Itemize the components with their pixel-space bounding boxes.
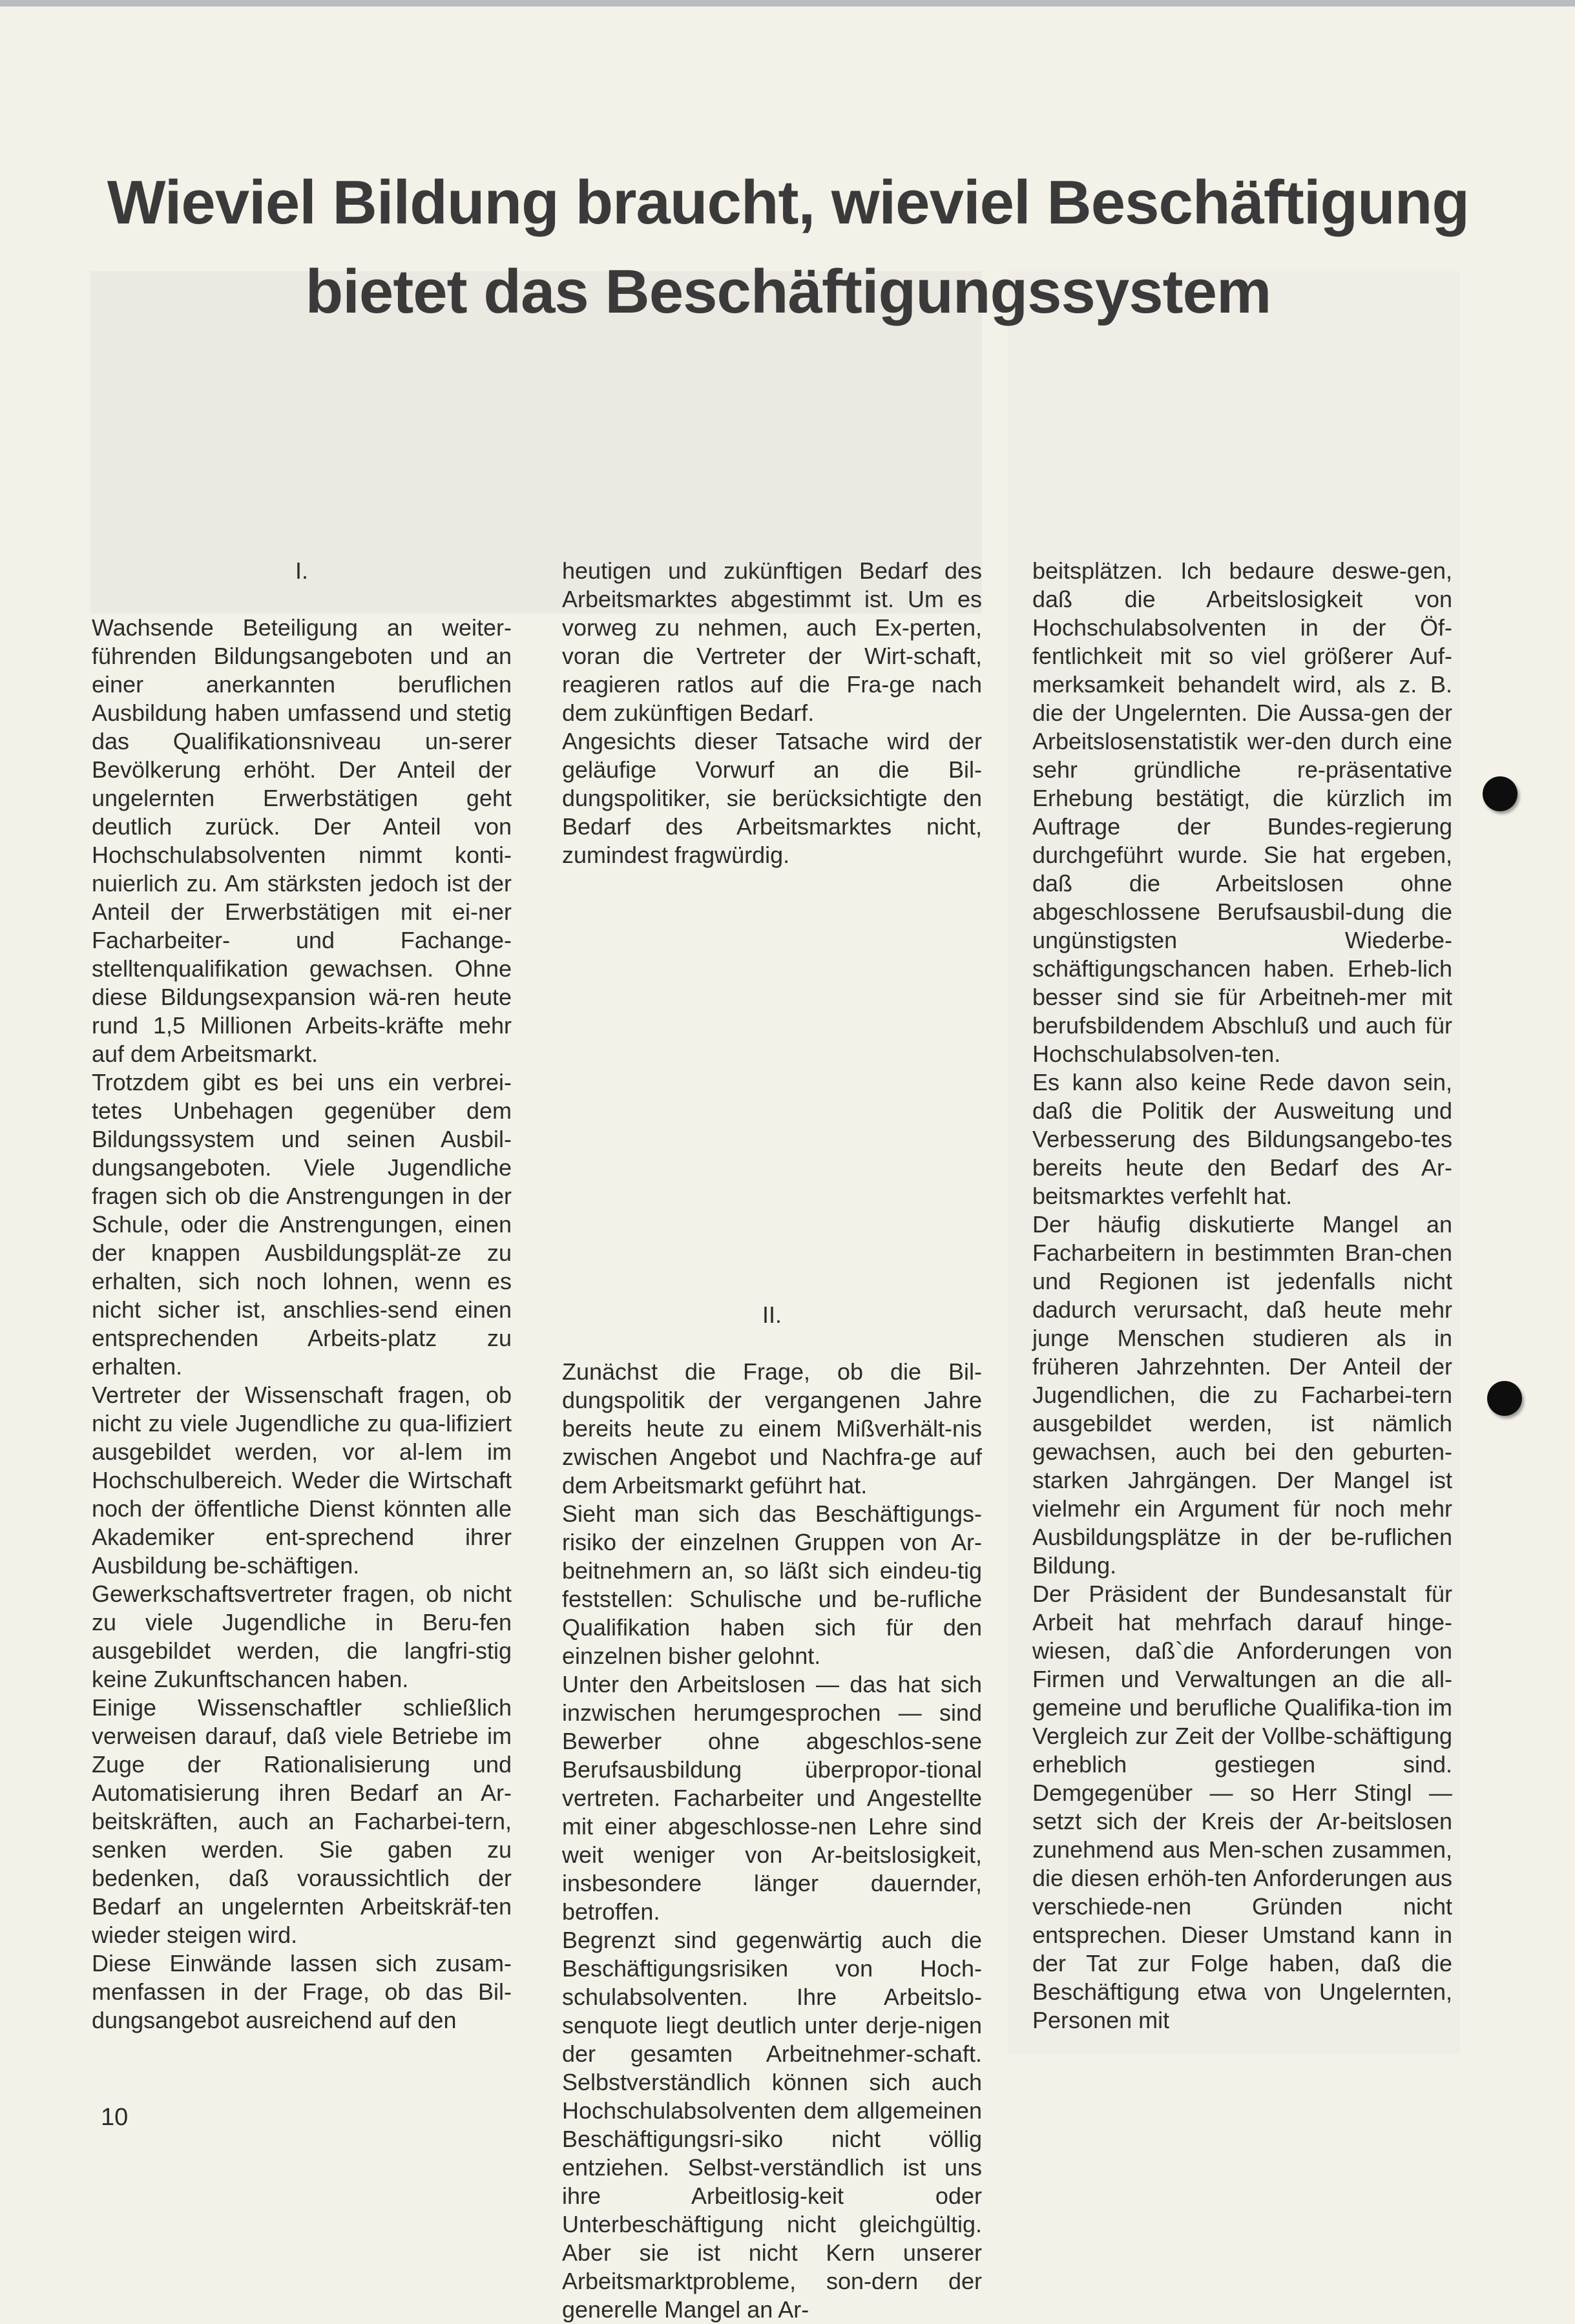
paragraph: Angesichts dieser Tatsache wird der geläufige Vorwurf an die Bil-dungspolitiker, sie berücksichtigte den Bedarf des Arbeitsmarktes nicht, zumindest fragwürdig. bbox=[562, 728, 982, 868]
paragraph: Begrenzt sind gegenwärtig auch die Beschäftigungsrisiken von Hoch-schulabsolventen. Ihre Arbeitslo-senquote liegt deutlich unter derje-nigen der gesamten Arbeitnehmer-schaft. Selbstverständlich können sich auch Hochschulabsolventen dem allgemeinen Beschäftigungsri-siko nicht völlig entziehen. Selbst-verständlich ist uns ihre Arbeitlosig-keit oder Unterbeschäftigung nicht gleichgültig. Aber sie ist nicht Kern unserer Arbeitsmarktprobleme, son-dern der generelle Mangel an Ar- bbox=[562, 1927, 982, 2323]
text-column-3 bbox=[1032, 557, 1452, 2035]
text-column-1 bbox=[92, 557, 512, 2035]
paragraph: Diese Einwände lassen sich zusam-menfassen in der Frage, ob das Bil-dungsangebot ausreichend auf den bbox=[92, 1950, 512, 2033]
page-number: 10 bbox=[101, 2104, 129, 2131]
paragraph: heutigen und zukünftigen Bedarf des Arbeitsmarktes abgestimmt ist. Um es vorweg zu nehmen, auch Ex-perten, voran die Vertreter der Wirt-schaft, reagieren ratlos auf die Fra-ge nach dem zukünftigen Bedarf. bbox=[562, 557, 982, 726]
punch-hole bbox=[1483, 776, 1518, 811]
page-top-edge bbox=[0, 0, 1575, 6]
punch-hole bbox=[1487, 1381, 1522, 1416]
section-heading: I. bbox=[295, 557, 308, 584]
article-title: Wieviel Bildung braucht, wieviel Beschäftigung bietet das Beschäftigungssystem bbox=[107, 168, 1470, 326]
paragraph: Der häufig diskutierte Mangel an Facharbeitern in bestimmten Bran-chen und Regionen ist jedenfalls nicht dadurch verursacht, daß heute mehr junge Menschen studieren als in früheren Jahrzehnten. Der Anteil der Jugendlichen, die zu Facharbei-tern ausgebildet werden, ist nämlich gewachsen, auch bei den geburten-starken Jahrgängen. Der Mangel ist vielmehr ein Argument für noch mehr Ausbildungsplätze in der be-ruflichen Bildung. bbox=[1032, 1211, 1452, 1579]
text-column-2 bbox=[562, 557, 982, 2324]
paragraph: Unter den Arbeitslosen — das hat sich inzwischen herumgesprochen — sind Bewerber ohne abgeschlos-sene Berufsausbildung überpropor-tional vertreten. Facharbeiter und Angestellte mit einer abgeschlosse-nen Lehre sind weit weniger von Ar-beitslosigkeit, insbesondere länger dauernder, betroffen. bbox=[562, 1671, 982, 1925]
paragraph: Trotzdem gibt es bei uns ein verbrei-tetes Unbehagen gegenüber dem Bildungssystem und seinen Ausbil-dungsangeboten. Viele Jugendliche fragen sich ob die Anstrengungen in der Schule, oder die Anstrengungen, einen der knappen Ausbildungsplät-ze zu erhalten, sich noch lohnen, wenn es nicht sicher ist, anschlies-send einen entsprechenden Arbeits-platz zu erhalten. bbox=[92, 1069, 512, 1380]
paragraph: Einige Wissenschaftler schließlich verweisen darauf, daß viele Betriebe im Zuge der Rationalisierung und Automatisierung ihren Bedarf an Ar-beitskräften, auch an Facharbei-tern, senken werden. Sie gaben zu bedenken, daß voraussichtlich der Bedarf an ungelernten Arbeitskräf-ten wieder steigen wird. bbox=[92, 1694, 512, 1948]
paragraph: beitsplätzen. Ich bedaure deswe-gen, daß die Arbeitslosigkeit von Hochschulabsolventen in der Öf-fentlichkeit mit so viel größerer Auf-merksamkeit behandelt wird, als z. B. die der Ungelernten. Die Aussa-gen der Arbeitslosenstatistik wer-den durch eine sehr gründliche re-präsentative Erhebung bestätigt, die kürzlich im Auftrage der Bundes-regierung durchgeführt wurde. Sie hat ergeben, daß die Arbeitslosen ohne abgeschlossene Berufsausbil-dung die ungünstigsten Wiederbe-schäftigungschancen haben. Erheb-lich besser sind sie für Arbeitneh-mer mit berufsbildendem Abschluß und auch für Hochschulabsolven-ten. bbox=[1032, 557, 1452, 1067]
paragraph: Sieht man sich das Beschäftigungs-risiko der einzelnen Gruppen von Ar-beitnehmern an, so läßt sich eindeu-tig feststellen: Schulische und be-rufliche Qualifikation haben sich für den einzelnen bisher gelohnt. bbox=[562, 1500, 982, 1669]
paragraph: Es kann also keine Rede davon sein, daß die Politik der Ausweitung und Verbesserung des Bildungsangebo-tes bereits heute den Bedarf des Ar-beitsmarktes verfehlt hat. bbox=[1032, 1069, 1452, 1209]
paragraph: Gewerkschaftsvertreter fragen, ob nicht zu viele Jugendliche in Beru-fen ausgebildet werden, die langfri-stig keine Zukunftschancen haben. bbox=[92, 1581, 512, 1692]
paragraph: Vertreter der Wissenschaft fragen, ob nicht zu viele Jugendliche zu qua-lifiziert ausgebildet werden, vor al-lem im Hochschulbereich. Weder die Wirtschaft noch der öffentliche Dienst könnten alle Akademiker ent-sprechend ihrer Ausbildung be-schäftigen. bbox=[92, 1382, 512, 1579]
paragraph: Der Präsident der Bundesanstalt für Arbeit hat mehrfach darauf hinge-wiesen, daß`die Anforderungen von Firmen und Verwaltungen an die all-gemeine und berufliche Qualifika-tion im Vergleich zur Zeit der Vollbe-schäftigung erheblich gestiegen sind. Demgegenüber — so Herr Stingl — setzt sich der Kreis der Ar-beitslosen zunehmend aus Men-schen zusammen, die diesen erhöh-ten Anforderungen aus verschiede-nen Gründen nicht entsprechen. Dieser Umstand kann in der Tat zur Folge haben, daß die Beschäftigung etwa von Ungelernten, Personen mit bbox=[1032, 1581, 1452, 2033]
section-heading: II. bbox=[762, 1302, 782, 1328]
paragraph: Zunächst die Frage, ob die Bil-dungspolitik der vergangenen Jahre bereits heute zu einem Mißverhält-nis zwischen Angebot und Nachfra-ge auf dem Arbeitsmarkt geführt hat. bbox=[562, 1358, 982, 1499]
paragraph: Wachsende Beteiligung an weiter-führenden Bildungsangeboten und an einer anerkannten beruflichen Ausbildung haben umfassend und stetig das Qualifikationsniveau un-serer Bevölkerung erhöht. Der Anteil der ungelernten Erwerbstätigen geht deutlich zurück. Der Anteil von Hochschulabsolventen nimmt konti-nuierlich zu. Am stärksten jedoch ist der Anteil der Erwerbstätigen mit ei-ner Facharbeiter- und Fachange-stelltenqualifikation gewachsen. Ohne diese Bildungsexpansion wä-ren heute rund 1,5 Millionen Arbeits-kräfte mehr auf dem Arbeitsmarkt. bbox=[92, 614, 512, 1067]
